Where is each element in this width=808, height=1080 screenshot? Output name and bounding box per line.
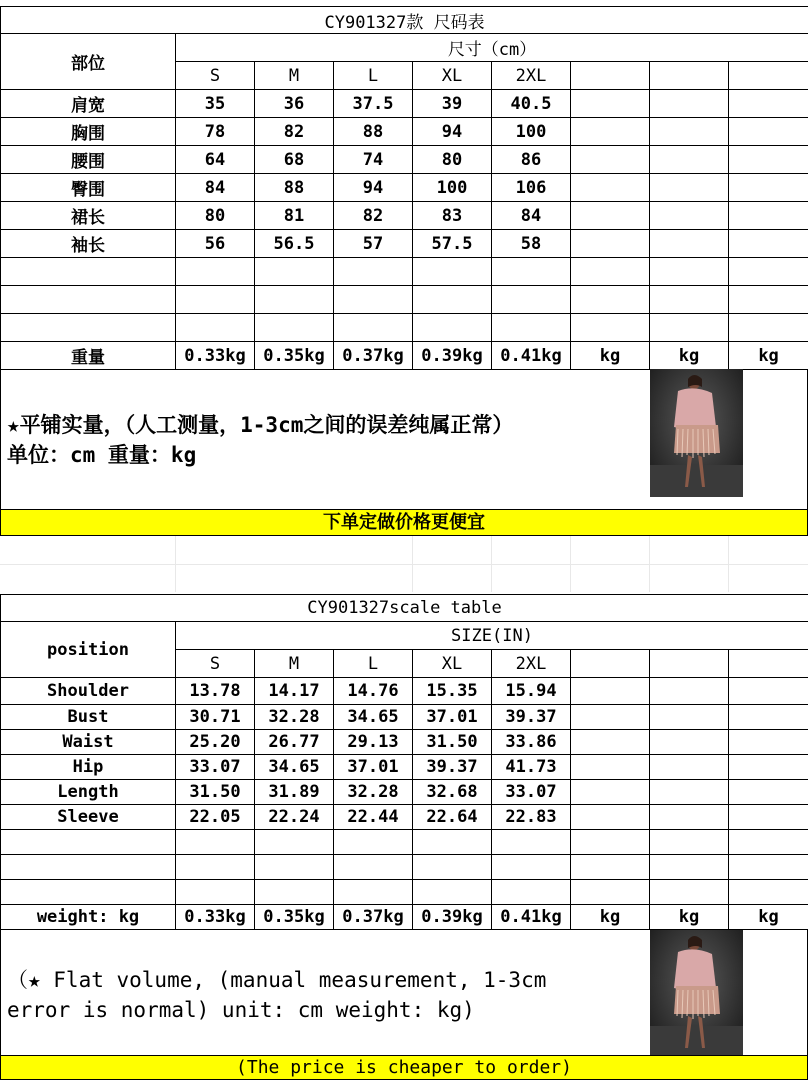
- cell-value: 39.37: [413, 755, 492, 780]
- weight-value: kg: [650, 342, 729, 370]
- empty-cell: [176, 880, 255, 905]
- model-photo: [650, 930, 743, 1058]
- empty-cell: [1, 830, 176, 855]
- order-banner-cn: 下单定做价格更便宜: [0, 509, 808, 536]
- cell-value: 32.68: [413, 780, 492, 805]
- empty-cell: [492, 855, 571, 880]
- cell-value: 22.24: [255, 805, 334, 830]
- weight-value: kg: [571, 342, 650, 370]
- empty-cell: [334, 880, 413, 905]
- size-chart-en: [0, 594, 808, 930]
- empty-row: [1, 314, 808, 342]
- empty-row: [1, 880, 808, 905]
- empty-cell: [571, 780, 650, 805]
- row-label: 肩宽: [1, 90, 176, 118]
- empty-cell: [729, 880, 808, 905]
- empty-cell: [650, 730, 729, 755]
- weight-value: 0.37kg: [334, 342, 413, 370]
- empty-cell: [729, 174, 808, 202]
- empty-cell: [650, 286, 729, 314]
- empty-cell: [413, 314, 492, 342]
- empty-cell: [492, 286, 571, 314]
- weight-value: 0.39kg: [413, 342, 492, 370]
- row-label: Length: [1, 780, 176, 805]
- empty-cell: [492, 314, 571, 342]
- empty-cell: [176, 286, 255, 314]
- cell-value: 56: [176, 230, 255, 258]
- cell-value: 13.78: [176, 678, 255, 705]
- empty-cell: [729, 90, 808, 118]
- cell-value: 26.77: [255, 730, 334, 755]
- empty-cell: [413, 855, 492, 880]
- empty-cell: [255, 830, 334, 855]
- size-label: L: [334, 650, 413, 678]
- table-row: [1, 202, 808, 230]
- cell-value: 57.5: [413, 230, 492, 258]
- empty-cell: [492, 830, 571, 855]
- weight-value: kg: [650, 905, 729, 930]
- empty-cell: [334, 286, 413, 314]
- weight-row: [1, 905, 808, 930]
- empty-cell: [729, 146, 808, 174]
- empty-row: [1, 286, 808, 314]
- empty-cell: [571, 855, 650, 880]
- empty-cell: [650, 202, 729, 230]
- cell-value: 22.64: [413, 805, 492, 830]
- empty-cell: [729, 830, 808, 855]
- empty-cell: [571, 830, 650, 855]
- cell-value: 78: [176, 118, 255, 146]
- empty-cell: [729, 650, 808, 678]
- weight-value: 0.33kg: [176, 905, 255, 930]
- cell-value: 33.07: [176, 755, 255, 780]
- empty-cell: [650, 780, 729, 805]
- cell-value: 30.71: [176, 705, 255, 730]
- empty-cell: [650, 230, 729, 258]
- weight-value: kg: [729, 342, 808, 370]
- cell-value: 34.65: [334, 705, 413, 730]
- empty-cell: [492, 258, 571, 286]
- empty-cell: [650, 62, 729, 90]
- empty-cell: [650, 855, 729, 880]
- empty-cell: [413, 258, 492, 286]
- empty-cell: [729, 118, 808, 146]
- cell-value: 22.05: [176, 805, 255, 830]
- row-label: Sleeve: [1, 805, 176, 830]
- weight-value: 0.35kg: [255, 342, 334, 370]
- empty-row: [1, 855, 808, 880]
- empty-cell: [650, 258, 729, 286]
- size-label: S: [176, 650, 255, 678]
- cell-value: 82: [334, 202, 413, 230]
- cell-value: 68: [255, 146, 334, 174]
- size-label: 2XL: [492, 650, 571, 678]
- table-title: CY901327款 尺码表: [1, 7, 808, 34]
- empty-cell: [571, 286, 650, 314]
- size-label: XL: [413, 62, 492, 90]
- cell-value: 22.83: [492, 805, 571, 830]
- row-label: 胸围: [1, 118, 176, 146]
- empty-cell: [571, 880, 650, 905]
- table-row: [1, 230, 808, 258]
- cell-value: 14.17: [255, 678, 334, 705]
- table-row: [1, 755, 808, 780]
- weight-label: 重量: [1, 342, 176, 370]
- table-row: [1, 146, 808, 174]
- empty-cell: [255, 314, 334, 342]
- cell-value: 81: [255, 202, 334, 230]
- empty-cell: [334, 258, 413, 286]
- empty-cell: [729, 780, 808, 805]
- empty-cell: [650, 314, 729, 342]
- empty-cell: [492, 880, 571, 905]
- cell-value: 83: [413, 202, 492, 230]
- cell-value: 58: [492, 230, 571, 258]
- empty-cell: [729, 755, 808, 780]
- empty-cell: [650, 146, 729, 174]
- table-row: [1, 805, 808, 830]
- table-row: [1, 705, 808, 730]
- row-label: Shoulder: [1, 678, 176, 705]
- row-label: 腰围: [1, 146, 176, 174]
- cell-value: 37.01: [413, 705, 492, 730]
- note-line-1: （★ Flat volume, (manual measurement, 1-3cm: [7, 968, 547, 992]
- size-label: 2XL: [492, 62, 571, 90]
- table-row: [1, 118, 808, 146]
- cell-value: 86: [492, 146, 571, 174]
- empty-cell: [729, 286, 808, 314]
- cell-value: 34.65: [255, 755, 334, 780]
- weight-value: 0.33kg: [176, 342, 255, 370]
- weight-value: 0.41kg: [492, 905, 571, 930]
- cell-value: 80: [413, 146, 492, 174]
- row-label: Hip: [1, 755, 176, 780]
- empty-cell: [650, 118, 729, 146]
- empty-cell: [729, 705, 808, 730]
- cell-value: 82: [255, 118, 334, 146]
- empty-cell: [571, 314, 650, 342]
- size-chart-cn: [0, 6, 808, 370]
- empty-cell: [413, 830, 492, 855]
- weight-value: 0.35kg: [255, 905, 334, 930]
- empty-cell: [1, 314, 176, 342]
- cell-value: 40.5: [492, 90, 571, 118]
- weight-value: kg: [729, 905, 808, 930]
- row-label: Bust: [1, 705, 176, 730]
- order-banner-en: (The price is cheaper to order): [0, 1055, 808, 1080]
- note-line-1: ★平铺实量，（人工测量，1-3cm之间的误差纯属正常）: [7, 413, 514, 437]
- empty-cell: [571, 202, 650, 230]
- empty-cell: [650, 880, 729, 905]
- cell-value: 100: [492, 118, 571, 146]
- table-row: [1, 730, 808, 755]
- size-label: M: [255, 62, 334, 90]
- weight-value: 0.39kg: [413, 905, 492, 930]
- empty-cell: [1, 258, 176, 286]
- row-label: Waist: [1, 730, 176, 755]
- empty-cell: [571, 258, 650, 286]
- sheet-gap: [0, 536, 808, 592]
- empty-cell: [255, 286, 334, 314]
- empty-cell: [571, 146, 650, 174]
- weight-row: [1, 342, 808, 370]
- empty-cell: [729, 855, 808, 880]
- table-row: [1, 780, 808, 805]
- cell-value: 106: [492, 174, 571, 202]
- cell-value: 88: [334, 118, 413, 146]
- model-photo-icon: [650, 369, 743, 497]
- empty-cell: [1, 855, 176, 880]
- size-label: XL: [413, 650, 492, 678]
- weight-value: 0.37kg: [334, 905, 413, 930]
- empty-cell: [650, 805, 729, 830]
- empty-cell: [176, 855, 255, 880]
- empty-cell: [729, 62, 808, 90]
- size-table-cn: [0, 6, 808, 370]
- empty-row: [1, 830, 808, 855]
- cell-value: 31.89: [255, 780, 334, 805]
- cell-value: 37.5: [334, 90, 413, 118]
- empty-cell: [571, 705, 650, 730]
- cell-value: 35: [176, 90, 255, 118]
- cell-value: 84: [492, 202, 571, 230]
- empty-cell: [571, 650, 650, 678]
- cell-value: 32.28: [334, 780, 413, 805]
- size-table-en: [0, 594, 808, 930]
- cell-value: 31.50: [413, 730, 492, 755]
- empty-cell: [729, 678, 808, 705]
- empty-cell: [255, 880, 334, 905]
- cell-value: 100: [413, 174, 492, 202]
- size-label: S: [176, 62, 255, 90]
- cell-value: 57: [334, 230, 413, 258]
- cell-value: 94: [334, 174, 413, 202]
- empty-cell: [176, 314, 255, 342]
- empty-cell: [729, 314, 808, 342]
- cell-value: 64: [176, 146, 255, 174]
- empty-cell: [729, 230, 808, 258]
- size-header: 尺寸（cm）: [176, 34, 808, 62]
- empty-cell: [571, 755, 650, 780]
- cell-value: 88: [255, 174, 334, 202]
- cell-value: 94: [413, 118, 492, 146]
- position-header: 部位: [1, 34, 176, 90]
- cell-value: 15.35: [413, 678, 492, 705]
- empty-cell: [1, 286, 176, 314]
- weight-label: weight: kg: [1, 905, 176, 930]
- empty-cell: [176, 830, 255, 855]
- row-label: 臀围: [1, 174, 176, 202]
- table-row: [1, 678, 808, 705]
- empty-cell: [650, 755, 729, 780]
- note-line-2: error is normal) unit: cm weight: kg): [7, 998, 475, 1022]
- empty-cell: [413, 286, 492, 314]
- weight-value: 0.41kg: [492, 342, 571, 370]
- empty-cell: [571, 805, 650, 830]
- empty-cell: [571, 730, 650, 755]
- table-row: [1, 90, 808, 118]
- cell-value: 41.73: [492, 755, 571, 780]
- empty-cell: [334, 314, 413, 342]
- empty-cell: [334, 855, 413, 880]
- empty-cell: [650, 650, 729, 678]
- empty-cell: [571, 118, 650, 146]
- position-header: position: [1, 622, 176, 678]
- cell-value: 84: [176, 174, 255, 202]
- empty-cell: [255, 258, 334, 286]
- empty-cell: [650, 830, 729, 855]
- weight-value: kg: [571, 905, 650, 930]
- empty-cell: [650, 174, 729, 202]
- empty-cell: [650, 705, 729, 730]
- empty-cell: [413, 880, 492, 905]
- size-label: M: [255, 650, 334, 678]
- note-line-2: 单位：cm 重量：kg: [7, 443, 197, 467]
- size-header: SIZE(IN): [176, 622, 808, 650]
- cell-value: 33.07: [492, 780, 571, 805]
- row-label: 裙长: [1, 202, 176, 230]
- empty-cell: [729, 730, 808, 755]
- size-label: L: [334, 62, 413, 90]
- cell-value: 33.86: [492, 730, 571, 755]
- table-title: CY901327scale table: [1, 595, 808, 622]
- empty-cell: [255, 855, 334, 880]
- empty-cell: [571, 678, 650, 705]
- empty-cell: [571, 174, 650, 202]
- cell-value: 31.50: [176, 780, 255, 805]
- empty-row: [1, 258, 808, 286]
- measurement-note-cn: [0, 369, 808, 509]
- empty-cell: [729, 805, 808, 830]
- empty-cell: [650, 678, 729, 705]
- empty-cell: [729, 202, 808, 230]
- cell-value: 22.44: [334, 805, 413, 830]
- empty-cell: [1, 880, 176, 905]
- cell-value: 74: [334, 146, 413, 174]
- cell-value: 39.37: [492, 705, 571, 730]
- empty-cell: [729, 258, 808, 286]
- cell-value: 39: [413, 90, 492, 118]
- empty-cell: [571, 230, 650, 258]
- measurement-note-en: [0, 930, 808, 1055]
- cell-value: 29.13: [334, 730, 413, 755]
- empty-cell: [571, 90, 650, 118]
- cell-value: 32.28: [255, 705, 334, 730]
- empty-cell: [176, 258, 255, 286]
- cell-value: 36: [255, 90, 334, 118]
- row-label: 袖长: [1, 230, 176, 258]
- table-row: [1, 174, 808, 202]
- cell-value: 15.94: [492, 678, 571, 705]
- empty-cell: [650, 90, 729, 118]
- model-photo: [650, 369, 743, 497]
- cell-value: 80: [176, 202, 255, 230]
- empty-cell: [334, 830, 413, 855]
- cell-value: 56.5: [255, 230, 334, 258]
- cell-value: 37.01: [334, 755, 413, 780]
- model-photo-icon: [650, 930, 743, 1058]
- empty-cell: [571, 62, 650, 90]
- cell-value: 14.76: [334, 678, 413, 705]
- cell-value: 25.20: [176, 730, 255, 755]
